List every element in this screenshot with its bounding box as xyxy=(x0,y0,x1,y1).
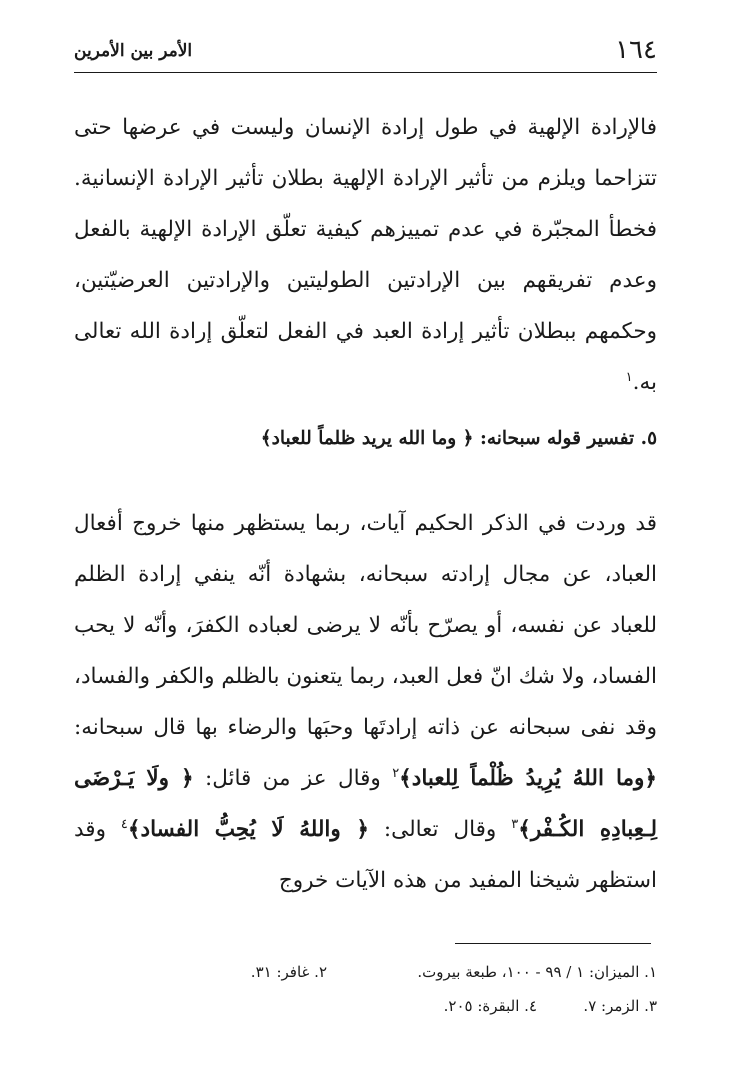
footnote-1: ١. الميزان: ١ / ٩٩ - ١٠٠، طبعة بيروت. xyxy=(417,963,657,981)
footnote-row-2 xyxy=(74,989,657,1023)
quran-quote-zumar: ﴿ ولَا يَـرْضَى لِـعِبادِهِ الكُـفْر﴾ xyxy=(74,766,657,842)
page-header xyxy=(74,28,657,73)
paragraph-2-text-d: وقد استظهر شيخنا المفيد من هذه الآيات خروج xyxy=(74,817,657,893)
footnote-divider xyxy=(455,943,651,944)
paragraph-2-text-a: قد وردت في الذكر الحكيم آيات، ربما يستظهر منها خروج أفعال العباد، عن مجال إرادته سبحانه، بشهادة أنّه ينفي إرادة الظلم للعباد عن نفسه، أو يصرّح بأنّه لا يرضى لعباده الكفرَ، وأنّه لا يحب الفساد، ولا شك انّ فعل العبد، ربما يتعنون بالظلم والكفر والفساد، وقد نفى سبحانه عن ذاته إرادتَها وحبَها والرضاء بها قال سبحانه: xyxy=(74,511,657,740)
section-quote: ﴿ وما الله يريد ظلماً للعباد﴾ xyxy=(260,428,474,449)
paragraph-1 xyxy=(74,102,657,408)
footnote-ref-4: ٤ xyxy=(120,816,128,832)
footnote-3: ٣. الزمر: ٧. xyxy=(583,997,657,1015)
footnote-ref-1: ١ xyxy=(625,369,633,385)
quran-quote-baqarah: ﴿ واللهُ لَا يُحِبُّ الفساد﴾ xyxy=(127,817,369,842)
paragraph-2 xyxy=(74,498,657,906)
footnote-2: ٢. غافر: ٣١. xyxy=(250,963,327,981)
footnote-ref-3: ٣ xyxy=(511,816,519,832)
paragraph-1-text: فالإرادة الإلهية في طول إرادة الإنسان وليست في عرضها حتى تتزاحما ويلزم من تأثير الإرادة الإلهية بطلان تأثير الإرادة الإنسانية. فخطأ المجبّرة في عدم تمييزهم كيفية تعلّق الإرادة الإلهية بالفعل وعدم تفريقهم بين الإرادتين الطوليتين والإرادتين العرضيّتين، وحكمهم ببطلان تأثير إرادة العبد في الفعل لتعلّق إرادة الله تعالى به. xyxy=(74,115,657,395)
running-title: الأمر بين الأمرين xyxy=(74,41,193,61)
section-heading xyxy=(74,421,657,457)
footnotes xyxy=(74,955,657,1023)
page-number: ١٦٤ xyxy=(615,35,657,65)
quran-quote-ghafir: ﴿وما اللهُ يُرِيدُ ظُلْماً لِلعباد﴾ xyxy=(399,766,658,791)
footnote-row-1 xyxy=(74,955,657,989)
paragraph-2-text-c: وقال تعالى: xyxy=(383,817,497,842)
section-number: ٥. تفسير قوله سبحانه: xyxy=(479,428,657,449)
footnote-ref-2: ٢ xyxy=(392,765,400,781)
paragraph-2-text-b: وقال عز من قائل: xyxy=(204,766,381,791)
footnote-4: ٤. البقرة: ٢٠٥. xyxy=(443,997,537,1015)
